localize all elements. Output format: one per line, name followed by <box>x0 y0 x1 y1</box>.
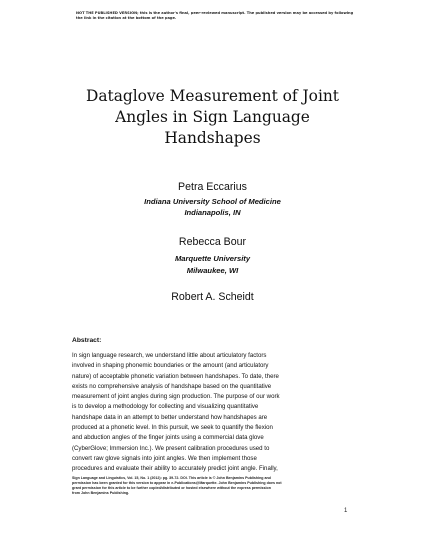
abstract-line: and abduction angles of the finger joints using a commercial data glove <box>72 434 264 442</box>
paper-title <box>40 86 385 149</box>
footnote-line: permission has been granted for this version to appear in e-Publications@Marquette. John Benjamins Publishing does not <box>72 481 282 486</box>
author-location: Milwaukee, WI <box>186 266 239 275</box>
abstract-line: handshape data in an attempt to better understand how handshapes are <box>72 413 268 421</box>
abstract-line: is to develop a methodology for collecting and visualizing quantitative <box>72 403 259 411</box>
author-affiliation: Marquette University <box>174 254 251 263</box>
abstract-line: convert raw glove signals into joint angles. We then implement those <box>72 454 257 462</box>
title-line: Dataglove Measurement of Joint <box>86 87 339 105</box>
title-line: Angles in Sign Language <box>115 108 310 126</box>
author-location: Indianapolis, IN <box>184 208 241 217</box>
abstract-line: produced at a phonetic level. In this pursuit, we seek to quantify the flexion <box>72 424 273 432</box>
author-name: Petra Eccarius <box>178 181 247 193</box>
title-line: Handshapes <box>164 129 261 147</box>
author-name: Rebecca Bour <box>178 236 247 248</box>
abstract-line: (CyberGlove; Immersion Inc.). We present calibration procedures used to <box>72 444 270 452</box>
abstract-line: procedures and evaluate their ability to accurately predict joint angle. Finally, <box>72 465 278 473</box>
abstract-body <box>72 351 362 475</box>
abstract-heading: Abstract: <box>72 337 102 344</box>
citation-footnote <box>72 476 362 496</box>
author-affiliation: Indiana University School of Medicine <box>144 197 281 206</box>
abstract-line: nature) of acceptable phonetic variation between handshapes. To date, there <box>72 372 279 380</box>
abstract-line: measurement of joint angles during sign production. The purpose of our work <box>72 393 280 401</box>
footnote-line: Sign Language and Linguistics, Vol. 15, No. 1 (2012): pg. 39-72. DOI. This article is © John Benjamins Publishing and <box>72 476 271 480</box>
author-name: Robert A. Scheidt <box>171 291 254 303</box>
footnote-line: grant permission for this article to be further copied/distributed or hosted elsewhere without the express permission <box>72 486 271 491</box>
abstract-line: exists no comprehensive analysis of handshape based on the quantitative <box>72 382 272 390</box>
footnote-line: from John Benjamins Publishing. <box>72 491 130 496</box>
page-number: 1 <box>344 508 348 514</box>
abstract-line: involved in shaping phonemic boundaries or the amount (and articulatory <box>72 362 269 370</box>
publication-notice: NOT THE PUBLISHED VERSION; this is the author's final, peer-reviewed manuscript. The published version may be accessed by following the link in the citation at the bottom of the page. <box>76 11 354 20</box>
abstract-line: In sign language research, we understand little about articulatory factors <box>72 352 267 359</box>
